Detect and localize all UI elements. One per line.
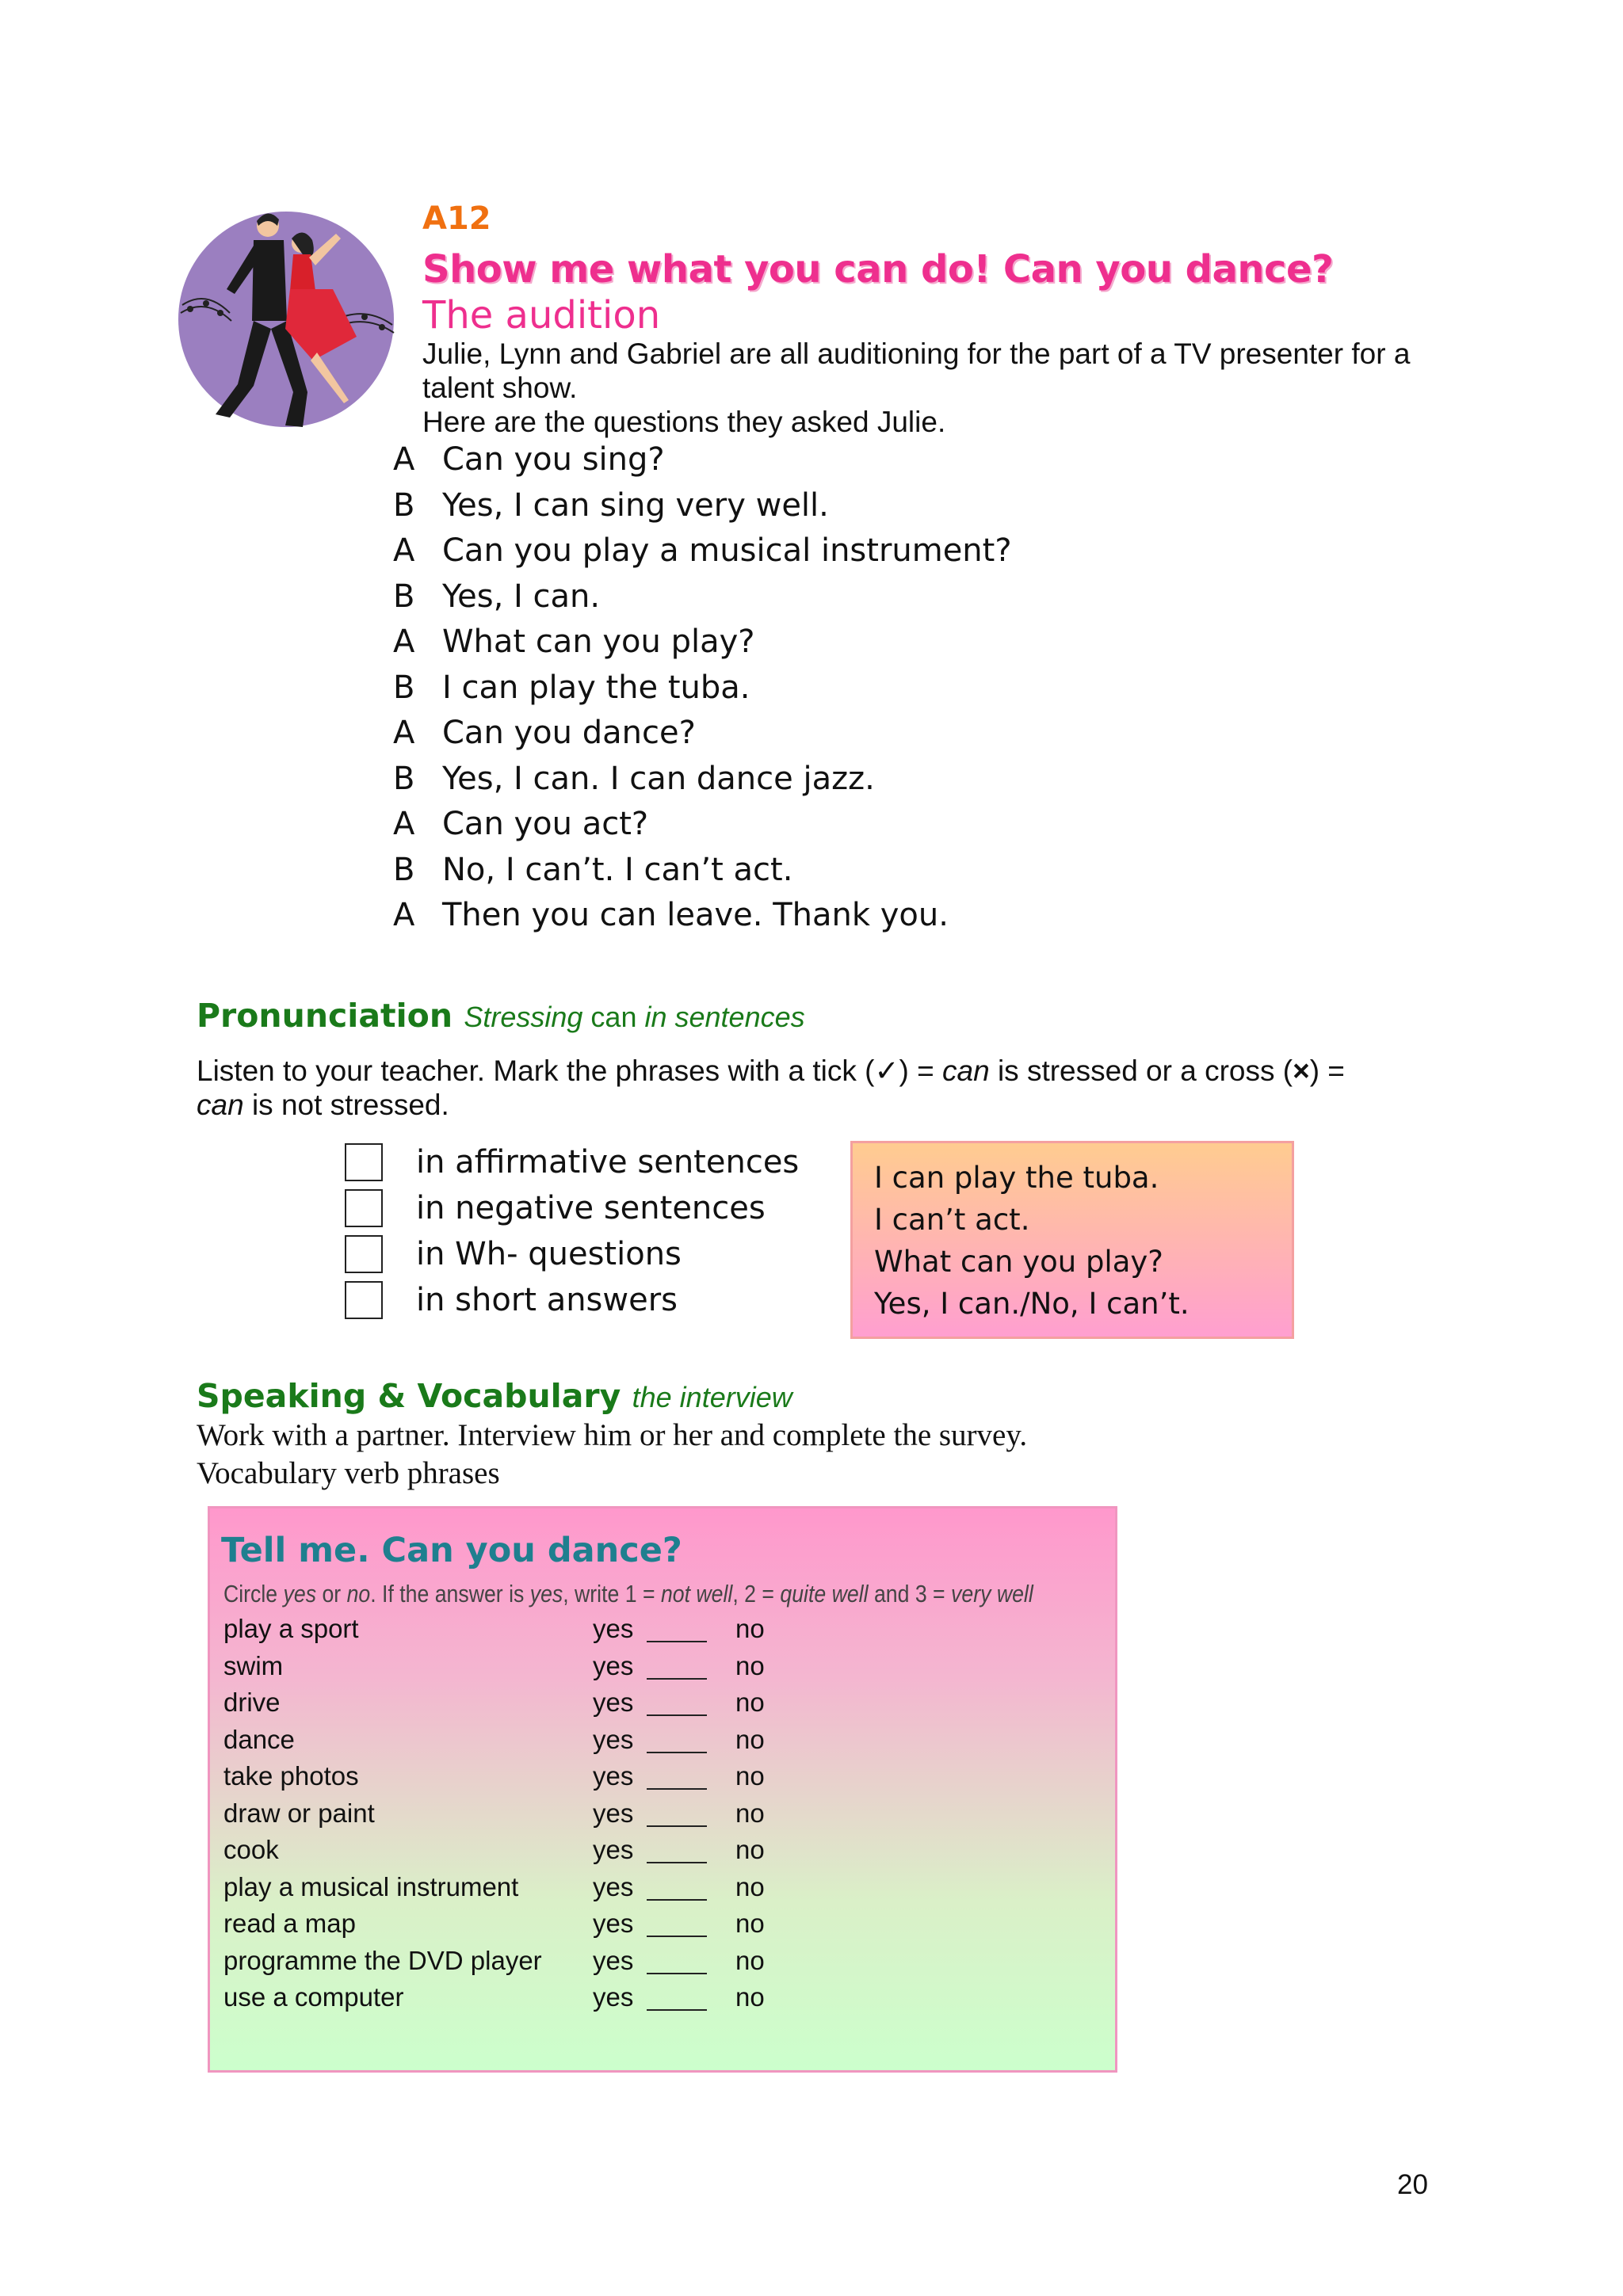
activity-label: draw or paint <box>223 1798 375 1828</box>
audition-dialogue <box>393 441 1012 943</box>
rating-blank[interactable] <box>647 1835 707 1863</box>
dialogue-text: Then you can leave. Thank you. <box>442 897 949 933</box>
survey-row <box>223 1798 765 1836</box>
activity-label: play a sport <box>223 1614 359 1643</box>
dialogue-line <box>393 715 1012 761</box>
dialogue-line <box>393 441 1012 487</box>
example-sentences-box <box>850 1141 1294 1339</box>
dialogue-line <box>393 532 1012 578</box>
pronunciation-subheading: Stressing can in sentences <box>464 1001 805 1033</box>
survey-row <box>223 1982 765 2019</box>
speaker-label: B <box>393 578 415 615</box>
speaking-instruction <box>197 1417 1027 1493</box>
survey-row <box>223 1835 765 1872</box>
yes-option[interactable]: yes <box>593 1871 634 1901</box>
rating-blank[interactable] <box>647 1946 707 1974</box>
dialogue-line <box>393 806 1012 852</box>
no-option[interactable]: no <box>735 1724 765 1754</box>
speaker-label: A <box>393 806 415 842</box>
speaker-label: A <box>393 715 415 751</box>
dialogue-text: No, I can’t. I can’t act. <box>442 851 793 888</box>
tick-checkbox[interactable] <box>345 1281 383 1319</box>
no-option[interactable]: no <box>735 1871 765 1901</box>
rating-blank[interactable] <box>647 1982 707 2011</box>
checklist-item <box>345 1139 799 1185</box>
example-sentence: What can you play? <box>874 1245 1163 1279</box>
rating-blank[interactable] <box>647 1798 707 1827</box>
yes-option[interactable]: yes <box>593 1835 634 1864</box>
yes-option[interactable]: yes <box>593 1650 634 1680</box>
activity-label: cook <box>223 1835 279 1864</box>
pronunciation-title: Pronunciation <box>197 997 453 1035</box>
activity-label: use a computer <box>223 1982 404 2012</box>
survey-instruction: Circle yes or no. If the answer is yes, write 1 = not well, 2 = quite well and 3 = very well <box>223 1580 1033 1608</box>
no-option[interactable]: no <box>735 1909 765 1938</box>
rating-blank[interactable] <box>647 1761 707 1790</box>
rating-blank[interactable] <box>647 1909 707 1937</box>
activity-label: take photos <box>223 1761 359 1791</box>
tick-checkbox[interactable] <box>345 1143 383 1181</box>
tick-checkbox[interactable] <box>345 1235 383 1273</box>
activity-label: drive <box>223 1688 281 1717</box>
lesson-code: A12 <box>422 200 491 237</box>
rating-blank[interactable] <box>647 1614 707 1642</box>
yes-option[interactable]: yes <box>593 1982 634 2012</box>
dialogue-text: Yes, I can sing very well. <box>442 486 829 524</box>
speaker-label: B <box>393 669 415 706</box>
example-sentence: Yes, I can./No, I can’t. <box>874 1287 1190 1321</box>
speaker-label: B <box>393 851 415 888</box>
no-option[interactable]: no <box>735 1761 765 1791</box>
dialogue-text: Yes, I can. <box>442 578 601 615</box>
speaker-label: A <box>393 441 415 478</box>
activity-label: programme the DVD player <box>223 1945 542 1975</box>
tick-checkbox[interactable] <box>345 1189 383 1227</box>
speaker-label: B <box>393 486 415 524</box>
dialogue-text: What can you play? <box>442 624 755 660</box>
cross-icon: × <box>1293 1055 1310 1087</box>
dialogue-text: Can you dance? <box>442 715 696 751</box>
pronunciation-heading <box>197 997 805 1035</box>
survey-box <box>208 1506 1117 2073</box>
speaker-label: A <box>393 532 415 569</box>
speaking-title: Speaking & Vocabulary <box>197 1377 621 1415</box>
no-option[interactable]: no <box>735 1614 765 1643</box>
rating-blank[interactable] <box>647 1872 707 1901</box>
survey-rows <box>223 1614 765 2019</box>
speaker-label: A <box>393 624 415 660</box>
speaker-label: B <box>393 760 415 797</box>
yes-option[interactable]: yes <box>593 1688 634 1717</box>
dialogue-line <box>393 487 1012 533</box>
speaking-line: Vocabulary verb phrases <box>197 1456 500 1490</box>
survey-row <box>223 1651 765 1688</box>
checklist-label: in Wh- questions <box>416 1236 682 1272</box>
survey-title: Tell me. Can you dance? <box>221 1531 682 1570</box>
activity-label: swim <box>223 1650 284 1680</box>
dialogue-text: Can you act? <box>442 806 649 842</box>
dialogue-line <box>393 624 1012 669</box>
yes-option[interactable]: yes <box>593 1724 634 1754</box>
example-sentence: I can’t act. <box>874 1203 1030 1237</box>
lesson-title: Show me what you can do! Can you dance? <box>422 247 1334 292</box>
rating-blank[interactable] <box>647 1688 707 1716</box>
yes-option[interactable]: yes <box>593 1798 634 1828</box>
no-option[interactable]: no <box>735 1650 765 1680</box>
survey-row <box>223 1946 765 1983</box>
dialogue-text: Can you sing? <box>442 441 665 478</box>
dialogue-line <box>393 761 1012 807</box>
dialogue-line <box>393 669 1012 715</box>
lesson-intro <box>422 337 1453 439</box>
no-option[interactable]: no <box>735 1688 765 1717</box>
survey-row <box>223 1761 765 1798</box>
yes-option[interactable]: yes <box>593 1909 634 1938</box>
rating-blank[interactable] <box>647 1651 707 1680</box>
dialogue-text: I can play the tuba. <box>442 669 750 706</box>
checklist-label: in affirmative sentences <box>416 1144 800 1180</box>
checklist-item <box>345 1185 799 1231</box>
activity-label: dance <box>223 1724 295 1754</box>
no-option[interactable]: no <box>735 1798 765 1828</box>
yes-option[interactable]: yes <box>593 1761 634 1791</box>
page-number: 20 <box>1397 2169 1428 2200</box>
survey-row <box>223 1872 765 1909</box>
dialogue-text: Can you play a musical instrument? <box>442 532 1012 569</box>
survey-row <box>223 1725 765 1762</box>
speaker-label: A <box>393 897 415 933</box>
checklist-item <box>345 1231 799 1277</box>
intro-paragraph: Julie, Lynn and Gabriel are all auditioning for the part of a TV presenter for a talent show. <box>422 338 1411 404</box>
no-option[interactable]: no <box>735 1835 765 1864</box>
dialogue-line <box>393 578 1012 624</box>
speaking-heading <box>197 1377 792 1415</box>
example-sentence: I can play the tuba. <box>874 1161 1159 1195</box>
speaking-line: Work with a partner. Interview him or her and complete the survey. <box>197 1418 1028 1452</box>
dialogue-text: Yes, I can. I can dance jazz. <box>442 760 875 797</box>
pronunciation-instruction: Listen to your teacher. Mark the phrases with a tick (✓) = can is stressed or a cross (×) = can is not stressed. <box>197 1055 1345 1121</box>
lesson-subtitle: The audition <box>422 293 661 338</box>
checklist-label: in short answers <box>416 1282 678 1318</box>
yes-option[interactable]: yes <box>593 1945 634 1975</box>
no-option[interactable]: no <box>735 1982 765 2012</box>
dialogue-line <box>393 852 1012 898</box>
rating-blank[interactable] <box>647 1725 707 1753</box>
survey-row <box>223 1688 765 1725</box>
dialogue-line <box>393 897 1012 943</box>
intro-paragraph: Here are the questions they asked Julie. <box>422 406 946 438</box>
yes-option[interactable]: yes <box>593 1614 634 1643</box>
checklist-item <box>345 1277 799 1323</box>
pronunciation-checklist <box>345 1139 799 1323</box>
speaking-subheading: the interview <box>632 1381 792 1413</box>
no-option[interactable]: no <box>735 1945 765 1975</box>
dancing-couple-illustration <box>174 202 404 440</box>
activity-label: play a musical instrument <box>223 1871 519 1901</box>
checklist-label: in negative sentences <box>416 1190 766 1226</box>
activity-label: read a map <box>223 1909 356 1938</box>
survey-row <box>223 1909 765 1946</box>
survey-row <box>223 1614 765 1651</box>
